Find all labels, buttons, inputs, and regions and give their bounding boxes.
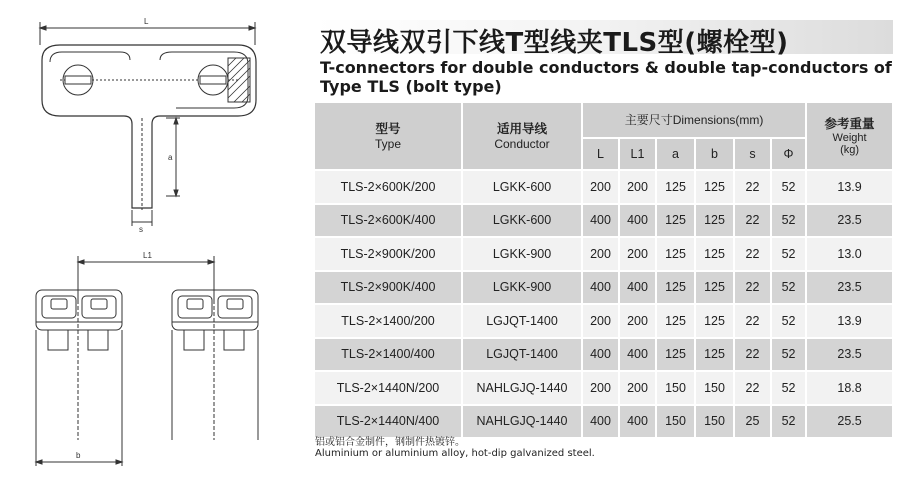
cell-type: TLS-2×600K/400	[315, 204, 462, 238]
header-dim-b: b	[695, 138, 734, 170]
material-note-cn: 铝或铝合金制件，钢制件热镀锌。	[315, 437, 465, 448]
spec-table	[315, 103, 894, 439]
cell-a: 125	[656, 204, 695, 238]
table-row	[315, 170, 893, 204]
cell-type: TLS-2×1400/400	[315, 338, 462, 372]
header-dim-phi: Φ	[771, 138, 806, 170]
dim-label-L: L	[144, 17, 149, 26]
cell-a: 125	[656, 271, 695, 305]
cell-phi: 52	[771, 405, 806, 439]
cell-s: 22	[734, 170, 771, 204]
table-row	[315, 304, 893, 338]
cell-phi: 52	[771, 170, 806, 204]
header-weight: 参考重量 Weight (kg)	[806, 103, 893, 170]
header-dimensions: 主要尺寸Dimensions(mm)	[582, 103, 806, 138]
cell-phi: 52	[771, 237, 806, 271]
technical-drawing	[0, 0, 300, 484]
cell-conductor: LGKK-900	[462, 271, 582, 305]
cell-conductor: LGKK-600	[462, 204, 582, 238]
cell-s: 22	[734, 338, 771, 372]
cell-weight: 13.9	[806, 304, 893, 338]
header-dim-L1: L1	[619, 138, 656, 170]
cell-a: 150	[656, 405, 695, 439]
product-title-cn: 双导线双引下线T型线夹TLS型(螺栓型)	[320, 28, 789, 58]
cell-L: 200	[582, 237, 619, 271]
cell-b: 125	[695, 304, 734, 338]
header-conductor: 适用导线 Conductor	[462, 103, 582, 170]
cell-conductor: LGJQT-1400	[462, 338, 582, 372]
cell-type: TLS-2×600K/200	[315, 170, 462, 204]
cell-weight: 23.5	[806, 271, 893, 305]
cell-type: TLS-2×1440N/400	[315, 405, 462, 439]
cell-phi: 52	[771, 371, 806, 405]
spec-table-body	[315, 170, 893, 438]
header-dim-L: L	[582, 138, 619, 170]
cell-phi: 52	[771, 271, 806, 305]
header-type: 型号 Type	[315, 103, 462, 170]
cell-s: 25	[734, 405, 771, 439]
cell-type: TLS-2×1400/200	[315, 304, 462, 338]
front-view-right	[172, 290, 258, 440]
cell-L: 200	[582, 371, 619, 405]
cell-L1: 400	[619, 271, 656, 305]
cell-conductor: LGKK-900	[462, 237, 582, 271]
cell-L: 400	[582, 405, 619, 439]
header-dim-s: s	[734, 138, 771, 170]
cell-a: 125	[656, 170, 695, 204]
product-title-en: T-connectors for double conductors & double tap-conductors of Type TLS (bolt type)	[320, 58, 892, 96]
dim-label-a: a	[168, 153, 173, 162]
cell-L: 400	[582, 204, 619, 238]
cell-L: 400	[582, 271, 619, 305]
dim-label-s: s	[139, 225, 143, 234]
cell-L: 200	[582, 170, 619, 204]
table-row	[315, 204, 893, 238]
cell-a: 150	[656, 371, 695, 405]
cell-L: 200	[582, 304, 619, 338]
dim-label-L1: L1	[143, 251, 152, 260]
cell-b: 150	[695, 405, 734, 439]
cell-weight: 25.5	[806, 405, 893, 439]
cell-L1: 400	[619, 204, 656, 238]
cell-conductor: NAHLGJQ-1440	[462, 405, 582, 439]
table-row	[315, 338, 893, 372]
cell-L: 400	[582, 338, 619, 372]
cell-b: 125	[695, 237, 734, 271]
dim-label-b: b	[76, 451, 81, 460]
cell-weight: 18.8	[806, 371, 893, 405]
cell-s: 22	[734, 237, 771, 271]
cell-s: 22	[734, 204, 771, 238]
cell-a: 125	[656, 304, 695, 338]
cell-conductor: LGJQT-1400	[462, 304, 582, 338]
cell-b: 125	[695, 338, 734, 372]
hatch-section	[228, 58, 250, 102]
cell-weight: 23.5	[806, 204, 893, 238]
material-note-en: Aluminium or aluminium alloy, hot-dip galvanized steel.	[315, 448, 595, 459]
cell-type: TLS-2×900K/200	[315, 237, 462, 271]
cell-phi: 52	[771, 204, 806, 238]
cell-L1: 400	[619, 338, 656, 372]
cell-weight: 13.9	[806, 170, 893, 204]
cell-s: 22	[734, 271, 771, 305]
header-dim-a: a	[656, 138, 695, 170]
cell-b: 125	[695, 170, 734, 204]
cell-L1: 200	[619, 237, 656, 271]
cell-a: 125	[656, 237, 695, 271]
cell-s: 22	[734, 371, 771, 405]
cell-conductor: LGKK-600	[462, 170, 582, 204]
cell-L1: 400	[619, 405, 656, 439]
cell-L1: 200	[619, 304, 656, 338]
table-row	[315, 237, 893, 271]
cell-a: 125	[656, 338, 695, 372]
front-view-left	[36, 290, 122, 440]
cell-L1: 200	[619, 170, 656, 204]
cell-L1: 200	[619, 371, 656, 405]
table-row	[315, 271, 893, 305]
cell-s: 22	[734, 304, 771, 338]
cell-conductor: NAHLGJQ-1440	[462, 371, 582, 405]
cell-phi: 52	[771, 304, 806, 338]
cell-weight: 13.0	[806, 237, 893, 271]
cell-weight: 23.5	[806, 338, 893, 372]
cell-b: 125	[695, 204, 734, 238]
table-row	[315, 371, 893, 405]
cell-b: 150	[695, 371, 734, 405]
cell-phi: 52	[771, 338, 806, 372]
cell-type: TLS-2×900K/400	[315, 271, 462, 305]
cell-type: TLS-2×1440N/200	[315, 371, 462, 405]
cell-b: 125	[695, 271, 734, 305]
